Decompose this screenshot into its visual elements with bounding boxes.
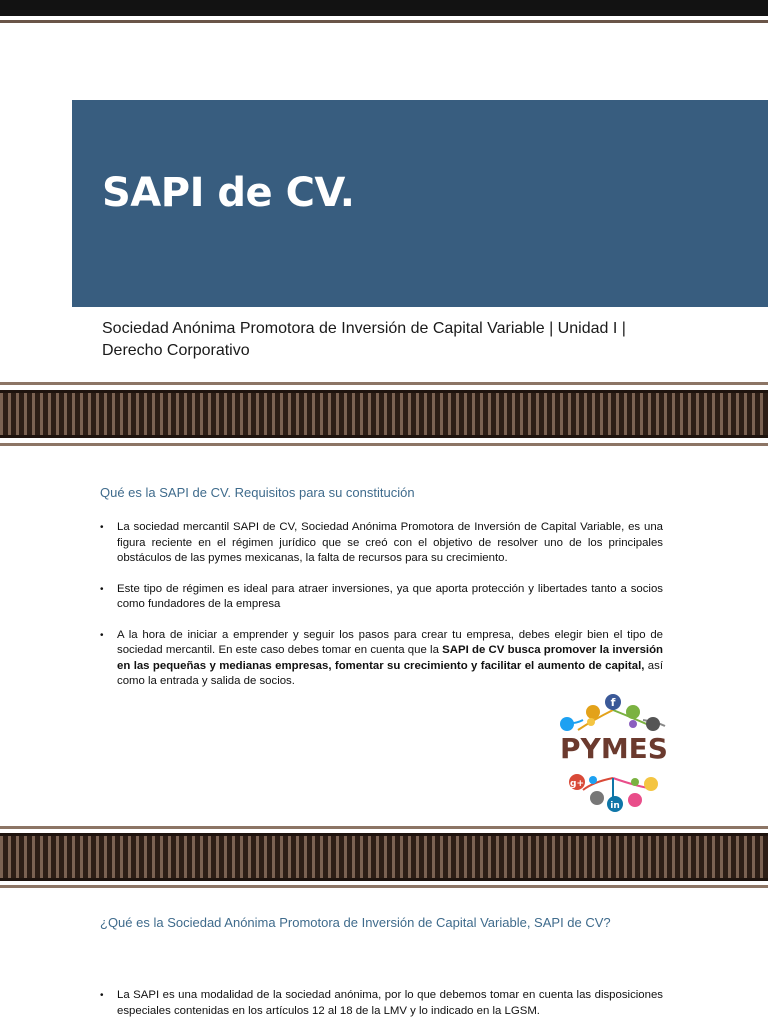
bullet-item: • La SAPI es una modalidad de la sociedad anónima, por lo que debemos tomar en cuenta las disposiciones especiales contenidas en los artículos 12 al 18 de la LMV y lo indicado en la LGSM. [100,988,663,1019]
twitter-icon [560,717,574,731]
title-banner [72,100,768,307]
top-divider-line [0,20,768,23]
rss-icon [586,705,600,719]
svg-text:in: in [610,801,620,811]
decorative-stripe-band-1 [0,390,768,438]
svg-text:f: f [610,696,616,709]
smiley-icon [644,777,658,791]
decorative-stripe-band-2 [0,833,768,881]
bullet-item: • La sociedad mercantil SAPI de CV, Sociedad Anónima Promotora de Inversión de Capital Variable, es una figura reciente en el régimen jurídico que se creó con el objetivo de resolver uno de los principales obstáculos de las pymes mexicanas, la falta de recursos para su crecimiento. [100,520,663,567]
subtitle-line-1: Sociedad Anónima Promotora de Inversión de Capital Variable | Unidad I | [102,320,626,337]
stripe-band-top-line [0,382,768,385]
pymes-logo-text: PYMES [560,732,668,765]
section-2-heading: ¿Qué es la Sociedad Anónima Promotora de Inversión de Capital Variable, SAPI de CV? [100,915,611,930]
stripe-band-bottom-line [0,885,768,888]
bullet-text: así como la entrada y salida de socios. [117,659,663,687]
bullet-bold-text: SAPI de CV busca promover la inversión en las pequeñas y medianas empresas, fomentar su crecimiento y facilitar el aumento de capital, [117,644,663,672]
pymes-logo [553,690,675,815]
bullet-text: A la hora de iniciar a emprender y seguir los pasos para crear tu empresa, debes elegir bien el tipo de sociedad mercantil. En este caso debes tomar en cuenta que la [117,628,663,656]
youtube-icon [646,717,660,731]
top-dark-bar [0,0,768,16]
document-subtitle [102,318,702,362]
section-2-bullets [100,988,663,1034]
svg-text:g+: g+ [570,779,584,789]
bullet-item [100,628,663,690]
subtitle-line-2: Derecho Corporativo [102,342,250,359]
section-1-heading: Qué es la SAPI de CV. Requisitos para su constitución [100,485,415,500]
stripe-band-bottom-line [0,443,768,446]
bullet-item: • Este tipo de régimen es ideal para atraer inversiones, ya que aporta protección y libertades tanto a socios como fundadores de la empresa [100,582,663,613]
email-icon [590,791,604,805]
android-icon [626,705,640,719]
stripe-band-top-line [0,826,768,829]
heart-icon [628,793,642,807]
page-title: SAPI de CV. [102,170,355,216]
section-1-bullets [100,520,663,705]
